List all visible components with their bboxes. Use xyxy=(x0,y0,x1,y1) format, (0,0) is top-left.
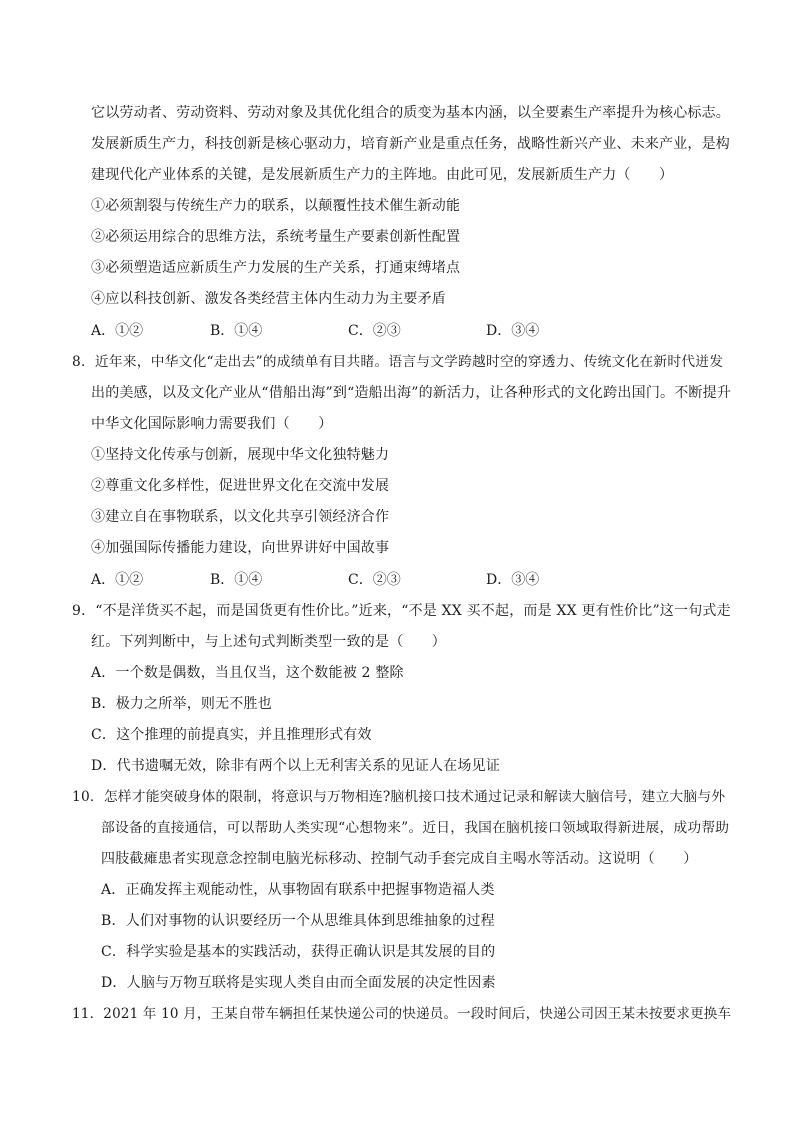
q8-option-c: C．②③ xyxy=(348,572,401,588)
q9-option-a: A．一个数是偶数，当且仅当，这个数能被 2 整除 xyxy=(91,665,404,681)
q8-statement-3: ③建立自在事物联系，以文化共享引领经济合作 xyxy=(91,509,390,525)
q10-stem-line-1: 10．怎样才能突破身体的限制，将意识与万物相连?脑机接口技术通过记录和解读大脑信号，建立大脑与外 xyxy=(72,789,726,805)
q7-stem-line-1: 它以劳动者、劳动资料、劳动对象及其优化组合的质变为基本内涵，以全要素生产率提升为核心标志。 xyxy=(91,105,730,121)
q10-option-d: D．人脑与万物互联将是实现人类自由而全面发展的决定性因素 xyxy=(101,975,496,991)
q9-stem-line-2: 红。下列判断中，与上述句式判断类型一致的是（ ） xyxy=(91,634,446,650)
q8-statement-2: ②尊重文化多样性，促进世界文化在交流中发展 xyxy=(91,478,390,494)
q9-option-d: D．代书遗嘱无效，除非有两个以上无利害关系的见证人在场见证 xyxy=(91,758,501,774)
q7-option-b: B．①④ xyxy=(210,323,263,339)
q8-statement-1: ①坚持文化传承与创新，展现中华文化独特魅力 xyxy=(91,447,390,463)
q7-option-c: C．②③ xyxy=(348,323,401,339)
q7-statement-2: ②必须运用综合的思维方法，系统考量生产要素创新性配置 xyxy=(91,229,461,245)
q8-stem-line-3: 中华文化国际影响力需要我们（ ） xyxy=(91,416,333,432)
q11-stem-line-1: 11．2021 年 10 月，王某自带车辆担任某快递公司的快递员。一段时间后，快递公司因王某未按要求更换车 xyxy=(72,1006,732,1022)
q7-statement-1: ①必须割裂与传统生产力的联系，以颠覆性技术催生新动能 xyxy=(91,198,461,214)
q7-statement-4: ④应以科技创新、激发各类经营主体内生动力为主要矛盾 xyxy=(91,291,446,307)
q8-option-d: D．③④ xyxy=(486,572,540,588)
q10-stem-line-3: 四肢截瘫患者实现意念控制电脑光标移动、控制气动手套完成自主喝水等活动。这说明（ ） xyxy=(101,851,698,867)
q9-option-b: B．极力之所举，则无不胜也 xyxy=(91,696,272,712)
q8-stem-line-1: 8．近年来，中华文化“走出去”的成绩单有目共睹。语言与文学跨越时空的穿透力、传统文化在新时代迸发 xyxy=(72,354,724,370)
q10-stem-line-2: 部设备的直接通信，可以帮助人类实现“心想物来”。近日，我国在脑机接口领域取得新进展，成功帮助 xyxy=(101,820,730,836)
q7-stem-line-3: 建现代化产业体系的关键，是发展新质生产力的主阵地。由此可见，发展新质生产力（ ） xyxy=(91,167,674,183)
q7-option-a: A．①② xyxy=(91,323,144,339)
q9-stem-line-1: 9．“不是洋货买不起，而是国货更有性价比。”近来，“不是 XX 买不起，而是 XX 更有性价比”这一句式走 xyxy=(72,603,731,619)
q10-option-b: B．人们对事物的认识要经历一个从思维具体到思维抽象的过程 xyxy=(101,913,495,929)
q8-stem-line-2: 出的美感，以及文化产业从“借船出海”到“造船出海”的新活力，让各种形式的文化跨出国门。不断提升 xyxy=(91,385,732,401)
q8-statement-4: ④加强国际传播能力建设，向世界讲好中国故事 xyxy=(91,540,390,556)
q9-option-c: C．这个推理的前提真实，并且推理形式有效 xyxy=(91,727,372,743)
q7-option-d: D．③④ xyxy=(486,323,540,339)
q8-option-a: A．①② xyxy=(91,572,144,588)
q7-statement-3: ③必须塑造适应新质生产力发展的生产关系，打通束缚堵点 xyxy=(91,260,461,276)
q8-option-b: B．①④ xyxy=(210,572,263,588)
q10-option-c: C．科学实验是基本的实践活动，获得正确认识是其发展的目的 xyxy=(101,944,496,960)
q7-stem-line-2: 发展新质生产力，科技创新是核心驱动力，培育新产业是重点任务，战略性新兴产业、未来产业，是构 xyxy=(91,136,730,152)
q10-option-a: A．正确发挥主观能动性，从事物固有联系中把握事物造福人类 xyxy=(101,882,495,898)
